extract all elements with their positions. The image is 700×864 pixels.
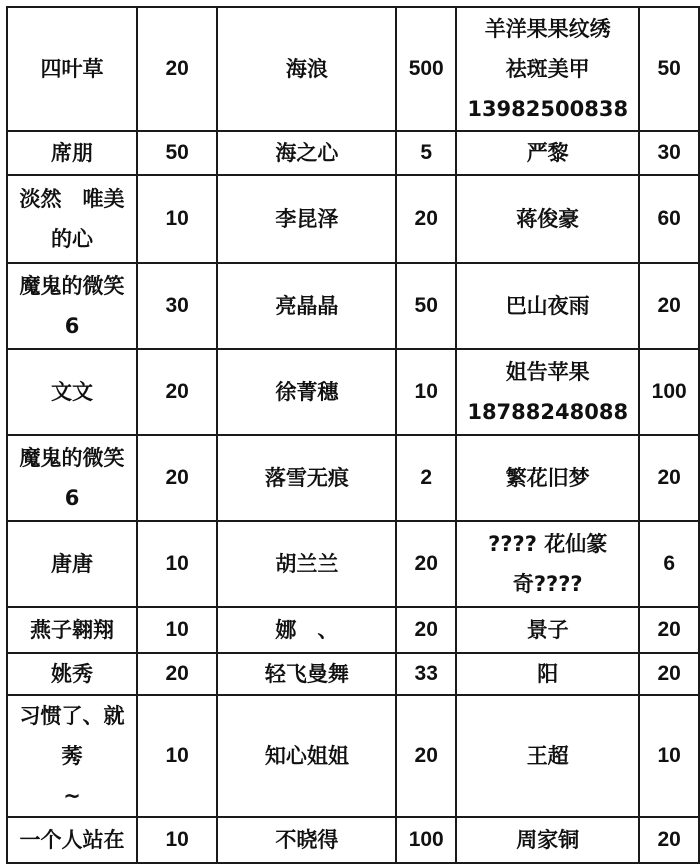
table-row (7, 349, 699, 435)
amount-cell: 50 (639, 7, 699, 131)
amount-cell: 50 (137, 131, 217, 175)
donor-name-cell-line: 王超 (526, 744, 569, 768)
donor-name-cell-line: 景子 (526, 618, 569, 642)
donor-name-cell-line: 祛斑美甲 (505, 57, 590, 81)
donor-name-cell (7, 349, 137, 435)
donor-name-cell-line: 18788248088 (467, 400, 629, 424)
donor-name-cell: 轻飞曼舞 (217, 653, 396, 695)
donor-name-cell-line: 习惯了、就莠 (19, 704, 125, 768)
amount-cell: 10 (137, 695, 217, 817)
donor-name-cell (7, 817, 137, 863)
donor-name-cell-line: 周家铜 (516, 828, 580, 852)
donor-name-cell-line: ???? 花仙篆 (488, 532, 608, 556)
amount-cell: 10 (639, 695, 699, 817)
donor-name-cell (7, 607, 137, 653)
donor-name-cell-line: 姐告苹果 (505, 360, 590, 384)
donor-name-cell (456, 695, 639, 817)
donor-name-cell-line: 的心 (51, 227, 93, 251)
amount-cell: 20 (639, 263, 699, 349)
donor-name-cell-line: 蒋俊豪 (516, 207, 580, 231)
donor-name-cell (456, 263, 639, 349)
amount-cell: 50 (396, 263, 456, 349)
donor-name-cell (7, 263, 137, 349)
amount-cell: 20 (396, 607, 456, 653)
donor-name-cell (456, 435, 639, 521)
amount-cell: 20 (137, 653, 217, 695)
table-row (7, 607, 699, 653)
donor-name-cell (456, 7, 639, 131)
donor-name-cell-line: 巴山夜雨 (505, 294, 590, 318)
donor-name-cell (456, 607, 639, 653)
donor-name-cell-line: 文文 (51, 380, 93, 404)
donor-name-cell: 海之心 (217, 131, 396, 175)
donor-name-cell (7, 521, 137, 607)
amount-cell: 10 (137, 607, 217, 653)
amount-cell: 500 (396, 7, 456, 131)
table-row (7, 7, 699, 131)
donor-name-cell-line: 席朋 (51, 141, 93, 165)
donor-name-cell: 徐菁穗 (217, 349, 396, 435)
donor-name-cell-line: 6 (64, 314, 80, 338)
amount-cell: 100 (396, 817, 456, 863)
table-row (7, 817, 699, 863)
donor-name-cell-line: 燕子翱翔 (30, 618, 114, 642)
donor-name-cell (7, 175, 137, 263)
table-row (7, 131, 699, 175)
donor-name-cell-line: 阳 (537, 662, 559, 686)
amount-cell: 60 (639, 175, 699, 263)
donor-name-cell: 四叶草 (7, 7, 137, 131)
donor-name-cell-line: 姚秀 (51, 662, 93, 686)
donor-name-cell-line: 淡然 唯美 (19, 187, 125, 211)
donor-name-cell-line: 繁花旧梦 (505, 466, 590, 490)
donor-name-cell (456, 349, 639, 435)
amount-cell: 30 (639, 131, 699, 175)
donor-name-cell-line: ~ (63, 784, 81, 808)
donor-name-cell: 知心姐姐 (217, 695, 396, 817)
donor-name-cell (456, 653, 639, 695)
amount-cell: 20 (137, 7, 217, 131)
amount-cell: 20 (639, 607, 699, 653)
table-row (7, 263, 699, 349)
donor-name-cell (456, 521, 639, 607)
donor-name-cell-line: 魔鬼的微笑 (19, 274, 125, 298)
donor-name-cell: 李昆泽 (217, 175, 396, 263)
amount-cell: 20 (396, 695, 456, 817)
amount-cell: 20 (137, 435, 217, 521)
donor-name-cell-line: 13982500838 (467, 97, 629, 121)
amount-cell: 10 (137, 521, 217, 607)
donor-name-cell: 胡兰兰 (217, 521, 396, 607)
donor-name-cell (7, 435, 137, 521)
amount-cell: 10 (137, 817, 217, 863)
donor-name-cell-line: 奇???? (512, 572, 583, 596)
amount-cell: 10 (137, 175, 217, 263)
donor-name-cell (7, 653, 137, 695)
table-row (7, 695, 699, 817)
amount-cell: 20 (639, 653, 699, 695)
donor-name-cell (7, 131, 137, 175)
donor-name-cell-line: 羊洋果果纹绣 (484, 17, 611, 41)
donor-name-cell (456, 131, 639, 175)
donor-name-cell (456, 817, 639, 863)
amount-cell: 5 (396, 131, 456, 175)
amount-cell: 6 (639, 521, 699, 607)
table-row (7, 435, 699, 521)
donor-name-cell: 不晓得 (217, 817, 396, 863)
table-row (7, 175, 699, 263)
donor-name-cell-line: 魔鬼的微笑 (19, 446, 125, 470)
amount-cell: 20 (639, 435, 699, 521)
amount-cell: 20 (396, 175, 456, 263)
donation-table (6, 6, 700, 864)
amount-cell: 20 (396, 521, 456, 607)
table-body (7, 7, 699, 863)
amount-cell: 30 (137, 263, 217, 349)
table-row (7, 521, 699, 607)
donor-name-cell-line: 严黎 (526, 141, 569, 165)
amount-cell: 100 (639, 349, 699, 435)
amount-cell: 20 (639, 817, 699, 863)
amount-cell: 2 (396, 435, 456, 521)
table-row (7, 653, 699, 695)
donor-name-cell-line: 一个人站在 (19, 828, 125, 852)
donor-name-cell (7, 695, 137, 817)
donor-name-cell: 海浪 (217, 7, 396, 131)
amount-cell: 10 (396, 349, 456, 435)
donor-name-cell-line: 唐唐 (51, 552, 93, 576)
donor-name-cell: 亮晶晶 (217, 263, 396, 349)
amount-cell: 20 (137, 349, 217, 435)
amount-cell: 33 (396, 653, 456, 695)
donor-name-cell: 娜 、 (217, 607, 396, 653)
donor-name-cell: 落雪无痕 (217, 435, 396, 521)
donor-name-cell (456, 175, 639, 263)
donor-name-cell-line: 6 (64, 486, 80, 510)
